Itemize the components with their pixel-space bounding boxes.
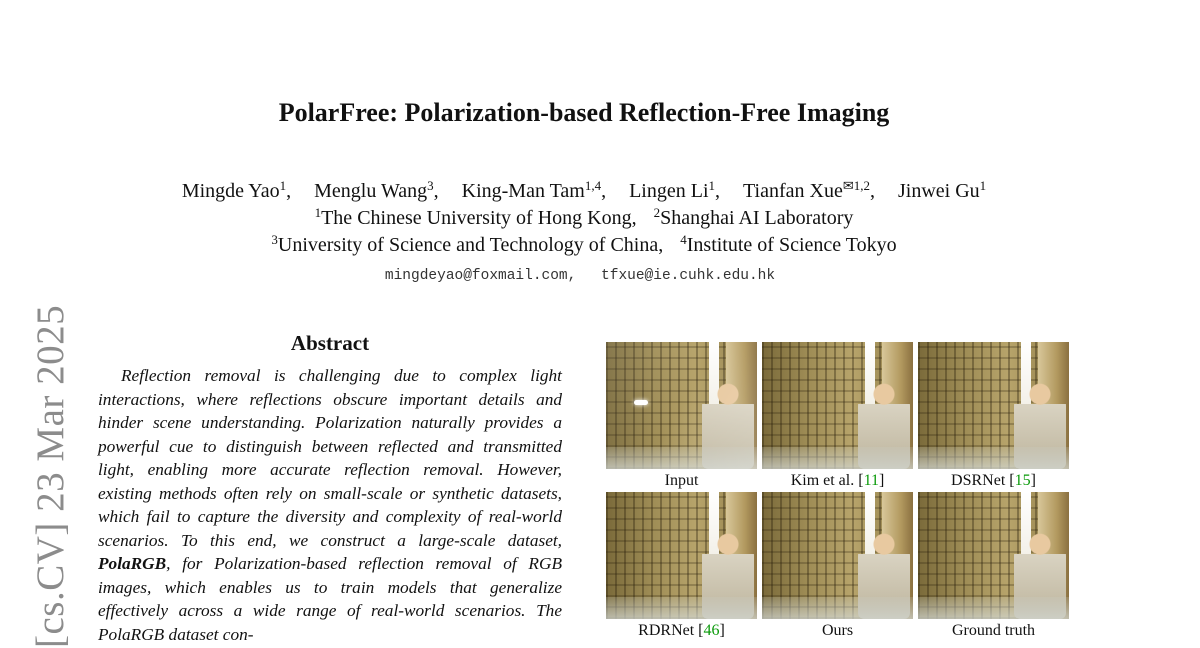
citation-link[interactable]: 15	[1014, 472, 1031, 489]
dataset-name: PolaRGB	[98, 554, 167, 573]
figure-panel-dsrnet	[918, 342, 1069, 491]
figure-panel-ours	[762, 492, 913, 641]
author: Mingde Yao$^1$,	[181, 178, 292, 202]
paper-title: PolarFree: Polarization-based Reflection-Free Imaging	[278, 98, 890, 127]
abstract-heading: Abstract	[290, 331, 370, 355]
author-list	[0, 178, 1168, 205]
figure-caption: Input	[664, 472, 699, 489]
author: Tianfan Xue$^{✉1,2}$,	[743, 178, 875, 202]
figure-panel-kim	[762, 342, 913, 491]
contact-emails	[0, 268, 1160, 284]
author: Menglu Wang$^3$,	[314, 178, 439, 202]
affiliation-line-2	[0, 232, 1168, 259]
figure-panel-input	[606, 342, 757, 491]
figure-caption: Ours	[821, 622, 854, 639]
figure-image	[918, 492, 1069, 619]
affiliation: $^1$The Chinese University of Hong Kong,	[314, 205, 637, 229]
figure-caption: Kim et al. [11]	[790, 472, 885, 489]
figure-caption: DSRNet [15]	[951, 472, 1036, 489]
abstract-text: Reflection removal is challenging due to complex light interactions, where reflections obscure important details and hinder scene understanding. Polarization naturally provides a powerful cue to distinguish between reflected and transmitted light, enabling more accurate reflection removal. However, existing methods often rely on small-scale or synthetic datasets, which fail to capture the diversity and complexity of real-world scenarios. To this end, we construct a large-scale dataset, PolaRGB, for Polarization-based reflection removal of RGB images, which enables us to train models that generalize effectively across a wide range of real-world scenarios. The PolaRGB dataset con-	[98, 366, 562, 644]
figure-image	[762, 492, 913, 619]
author-block	[0, 178, 1168, 259]
figure-panel-ground-truth	[918, 492, 1069, 641]
email[interactable]: mingdeyao@foxmail.com,	[384, 268, 577, 284]
author: King-Man Tam$^{1,4}$,	[461, 178, 607, 202]
arxiv-stamp-text: [cs.CV] 23 Mar 2025	[29, 304, 72, 648]
email[interactable]: tfxue@ie.cuhk.edu.hk	[601, 268, 776, 284]
affiliation: $^4$Institute of Science Tokyo	[680, 232, 897, 256]
figure-image	[606, 492, 757, 619]
figure-image	[762, 342, 913, 469]
figure-caption: RDRNet [46]	[638, 622, 725, 639]
citation-link[interactable]: 46	[703, 622, 720, 639]
figure-panel-rdrnet	[606, 492, 757, 641]
arxiv-side-stamp	[22, 300, 82, 648]
author: Lingen Li$^1$,	[629, 178, 721, 202]
citation-link[interactable]: 11	[863, 472, 879, 489]
figure-image	[606, 342, 757, 469]
affiliation: $^2$Shanghai AI Laboratory	[653, 205, 854, 229]
affiliation: $^3$University of Science and Technology of China,	[271, 232, 664, 256]
figure-caption: Ground truth	[951, 622, 1036, 639]
author: Jinwei Gu$^1$	[898, 178, 987, 202]
affiliation-line-1	[0, 205, 1168, 232]
figure-image	[918, 342, 1069, 469]
